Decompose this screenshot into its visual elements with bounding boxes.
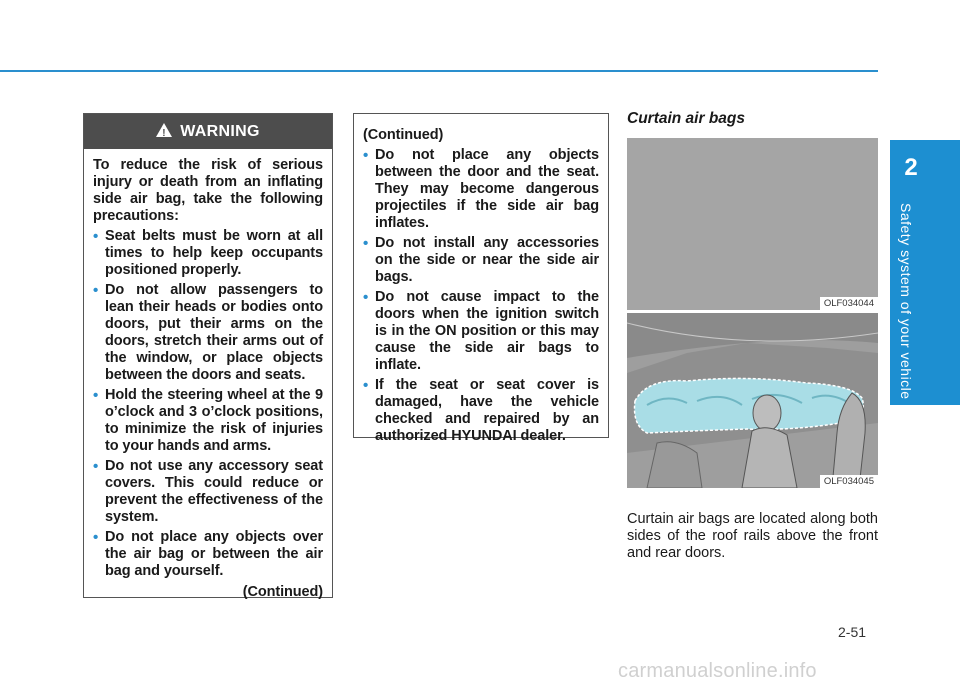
section-heading: Curtain air bags (627, 110, 745, 127)
curtain-airbag-figure-1 (627, 138, 878, 310)
figure-code: OLF034044 (820, 297, 878, 310)
list-item: • Seat belts must be worn at all times to help keep occupants positioned properly. (93, 228, 323, 279)
warning-intro: To reduce the risk of serious injury or death from an inflating side air bag, take the following precautions: (93, 157, 323, 224)
list-item: • Do not use any accessory seat covers. This could reduce or prevent the effectiveness of the system. (93, 458, 323, 526)
top-rule (0, 70, 878, 72)
chapter-title: Safety system of your vehicle (898, 203, 914, 400)
continued-list (363, 147, 599, 445)
list-item: • If the seat or seat cover is damaged, have the vehicle checked and repaired by an authorized HYUNDAI dealer. (363, 377, 599, 445)
list-item: • Do not cause impact to the doors when the ignition switch is in the ON position or this may cause the side air bags to inflate. (363, 289, 599, 374)
chapter-number: 2 (904, 154, 918, 181)
warning-box (83, 113, 333, 598)
car-interior-illustration (627, 138, 878, 310)
warning-header (84, 114, 332, 149)
list-item: • Hold the steering wheel at the 9 o’clock and 3 o’clock positions, to minimize the risk of injuries to your hands and arms. (93, 387, 323, 455)
list-item: • Do not install any accessories on the side or near the side air bags. (363, 235, 599, 286)
watermark: carmanualsonline.info (618, 660, 817, 682)
figure-code: OLF034045 (820, 475, 878, 488)
list-item: • Do not place any objects over the air bag or between the air bag and yourself. (93, 529, 323, 580)
warning-list (93, 228, 323, 580)
list-item: • Do not place any objects between the door and the seat. They may become dangerous projectiles if the side air bag inflates. (363, 147, 599, 232)
page-number: 2-51 (838, 624, 867, 640)
warning-header-label: WARNING (180, 123, 260, 140)
curtain-airbag-illustration (627, 313, 878, 488)
curtain-airbag-figure-2 (627, 313, 878, 488)
continued-label: (Continued) (242, 584, 323, 600)
continued-label: (Continued) (363, 127, 444, 143)
continued-warning-box (353, 113, 609, 444)
warning-triangle-icon (156, 123, 172, 137)
list-item: • Do not allow passengers to lean their heads or bodies onto doors, put their arms on the doors, stretch their arms out of the window, or place objects between the doors and seats. (93, 282, 323, 384)
section-body-text: Curtain air bags are located along both sides of the roof rails above the front and rear doors. (627, 510, 878, 561)
chapter-tab (890, 140, 960, 405)
